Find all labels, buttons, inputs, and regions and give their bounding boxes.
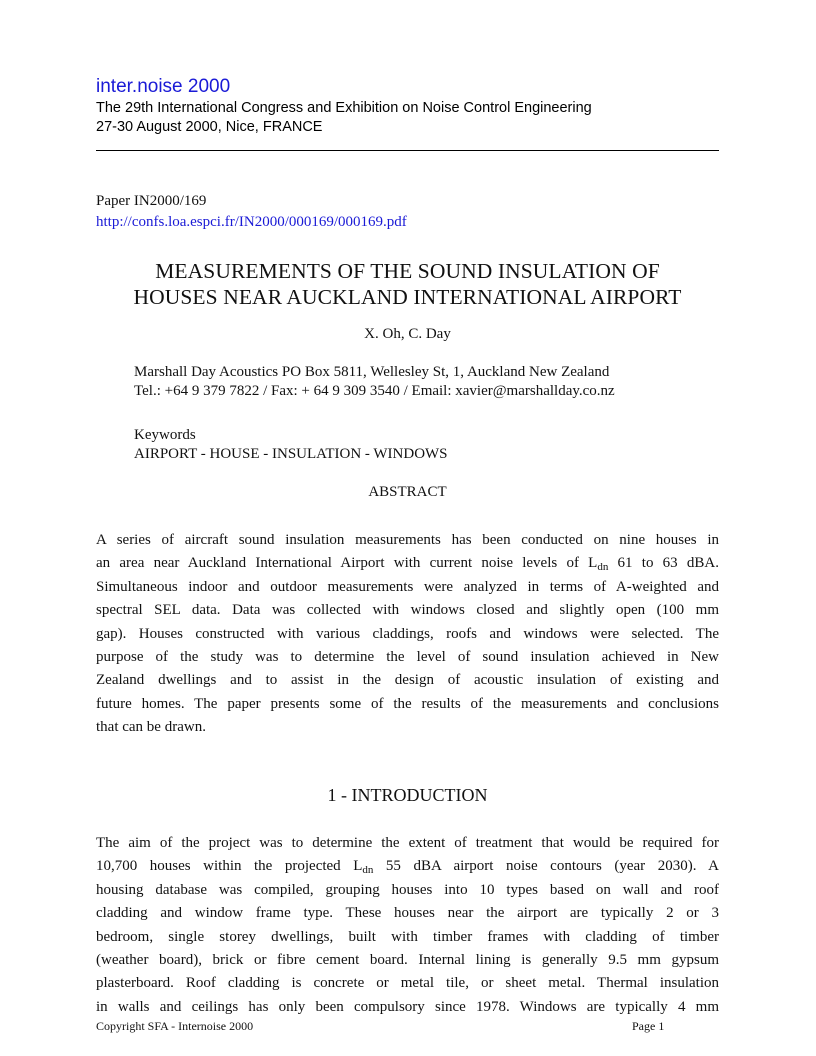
intro-line: plasterboard. Roof cladding is concrete or metal tile, or sheet metal. Thermal insulation — [96, 975, 719, 992]
abstract-line: gap). Houses constructed with various claddings, roofs and windows were selected. The — [96, 625, 719, 642]
abstract-heading: ABSTRACT — [368, 484, 447, 500]
paper-url-link[interactable]: http://confs.loa.espci.fr/IN2000/000169/000169.pdf — [96, 214, 407, 230]
abstract-line: spectral SEL data. Data was collected with windows closed and slightly open (100 mm — [96, 602, 719, 619]
intro-line: cladding and window frame type. These houses near the airport are typically 2 or 3 — [96, 905, 719, 922]
abstract-line: future homes. The paper presents some of the results of the measurements and conclusions — [96, 695, 719, 712]
paper-title-line-2: HOUSES NEAR AUCKLAND INTERNATIONAL AIRPORT — [133, 285, 682, 309]
paper-authors: X. Oh, C. Day — [364, 326, 451, 342]
abstract-line: that can be drawn. — [96, 719, 206, 736]
abstract-line: purpose of the study was to determine the level of sound insulation achieved in New — [96, 648, 719, 665]
conference-full-name: The 29th International Congress and Exhibition on Noise Control Engineering — [96, 100, 592, 116]
abstract-line: A series of aircraft sound insulation measurements has been conducted on nine houses in — [96, 532, 719, 548]
paper-title-line-1: MEASUREMENTS OF THE SOUND INSULATION OF — [155, 259, 660, 283]
keywords-label: Keywords — [134, 427, 196, 443]
intro-line: bedroom, single storey dwellings, built with timber frames with cladding of timber — [96, 928, 719, 945]
footer-page-number: Page 1 — [632, 1019, 665, 1033]
author-contact: Tel.: +64 9 379 7822 / Fax: + 64 9 309 3540 / Email: xavier@marshallday.co.nz — [134, 383, 615, 399]
introduction-heading: 1 - INTRODUCTION — [327, 785, 488, 805]
paper-id: Paper IN2000/169 — [96, 193, 207, 209]
intro-line: housing database was compiled, grouping houses into 10 types based on wall and roof — [96, 881, 719, 898]
abstract-line: Zealand dwellings and to assist in the design of acoustic insulation of existing and — [96, 672, 719, 689]
conference-date-location: 27-30 August 2000, Nice, FRANCE — [96, 119, 323, 135]
footer-copyright: Copyright SFA - Internoise 2000 — [96, 1019, 254, 1033]
keywords-list: AIRPORT - HOUSE - INSULATION - WINDOWS — [134, 446, 448, 462]
subscript-dn: dn — [597, 561, 609, 574]
abstract-line: Simultaneous indoor and outdoor measurements were analyzed in terms of A-weighted and — [96, 578, 719, 595]
introduction-paragraph — [96, 832, 719, 1019]
conference-name: inter.noise 2000 — [96, 76, 231, 97]
author-affiliation: Marshall Day Acoustics PO Box 5811, Wellesley St, 1, Auckland New Zealand — [134, 364, 610, 380]
abstract-paragraph — [96, 529, 719, 740]
header-divider — [96, 150, 719, 151]
intro-line: in walls and ceilings has only been compulsory since 1978. Windows are typically 4 mm — [96, 998, 719, 1015]
intro-line: The aim of the project was to determine the extent of treatment that would be required for — [96, 835, 719, 851]
subscript-dn: dn — [362, 864, 374, 877]
intro-line: (weather board), brick or fibre cement board. Internal lining is generally 9.5 mm gypsum — [96, 951, 719, 968]
abstract-line: an area near Auckland International Airport with current noise levels of $L_{dn}$ 61 to 63 dBA. — [96, 555, 719, 574]
intro-line: 10,700 houses within the projected $L_{dn}$ 55 dBA airport noise contours (year 2030). A — [96, 858, 719, 877]
